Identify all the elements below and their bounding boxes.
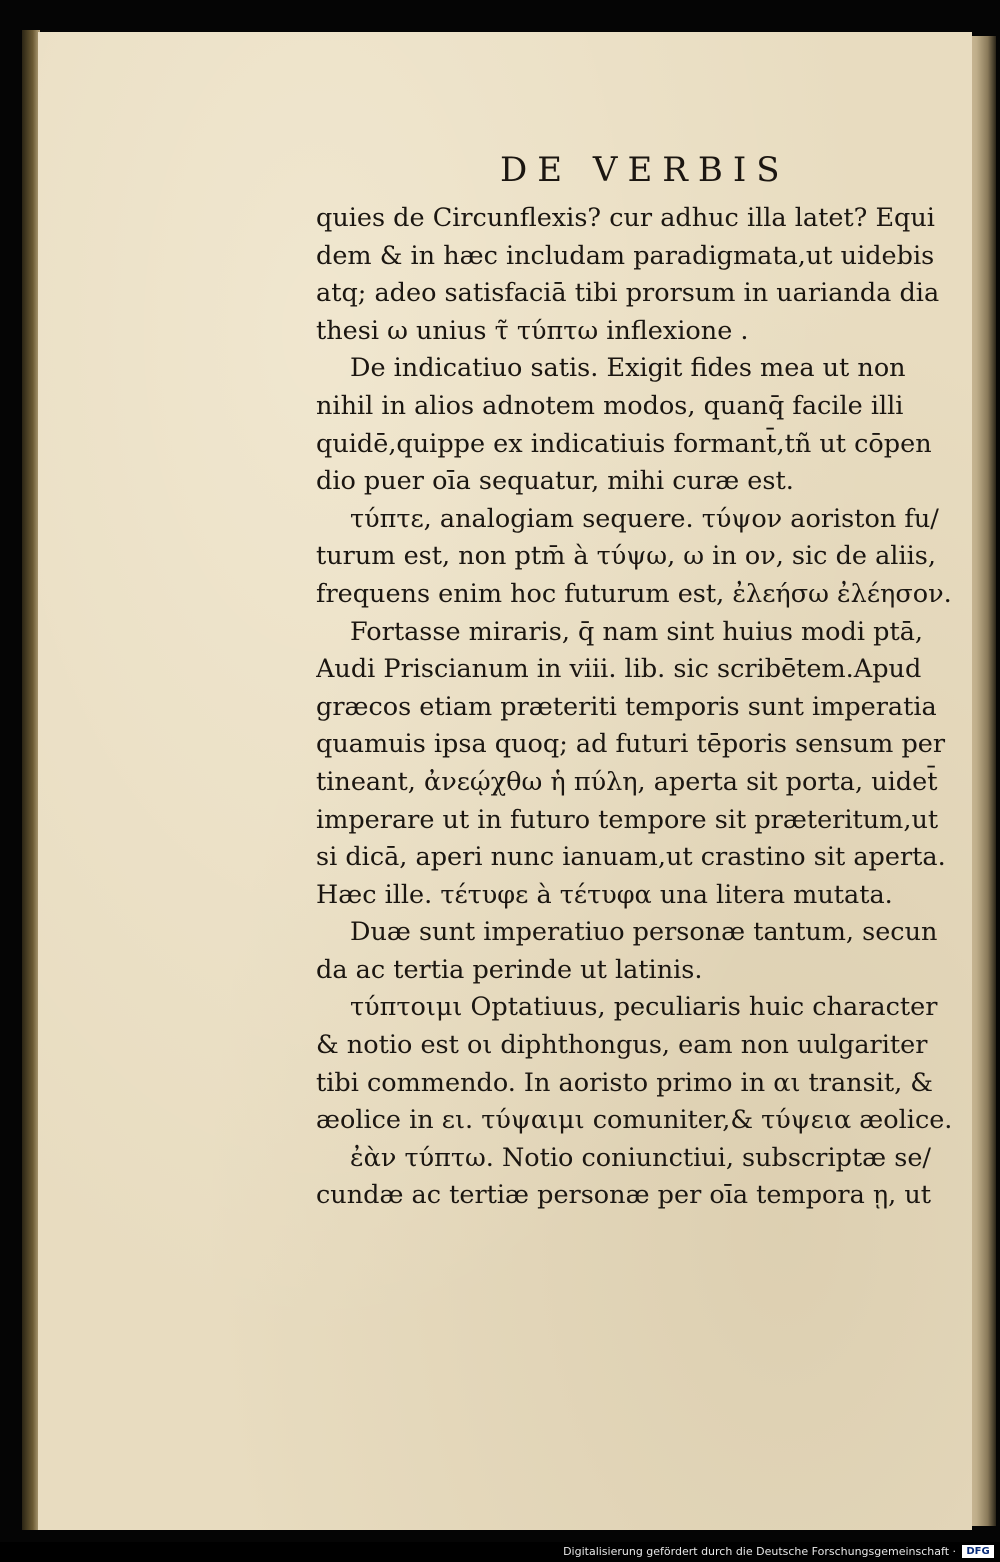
text-line: τύπτοιμι Optatiuus, peculiaris huic character bbox=[350, 992, 938, 1023]
text-line: græcos etiam præteriti temporis sunt imperatia bbox=[316, 691, 937, 722]
text-line: quidē,quippe ex indicatiuis formant̄,tñ ut cōpen bbox=[316, 428, 932, 459]
text-line: nihil in alios adnotem modos, quanq̄ facile illi bbox=[316, 390, 904, 421]
text-line: Hæc ille. τέτυφε à τέτυφα una litera mutata. bbox=[316, 879, 893, 910]
text-line: quies de Circunflexis? cur adhuc illa latet? Equi bbox=[316, 203, 935, 233]
text-line: Audi Priscianum in viii. lib. sic scribētem.Apud bbox=[316, 654, 922, 685]
footer-credit: Digitalisierung gefördert durch die Deutsche Forschungsgemeinschaft · bbox=[563, 1545, 956, 1558]
text-line: tineant, ἀνεῴχθω ἡ πύλη, aperta sit porta, uidet̄ bbox=[316, 766, 938, 797]
text-line: atq; adeo satisfaciā tibi prorsum in uarianda dia bbox=[316, 278, 940, 309]
text-line: quamuis ipsa quoq; ad futuri tēporis sensum per bbox=[316, 729, 946, 760]
text-line: frequens enim hoc futurum est, ἐλεήσω ἐλέησον. bbox=[316, 578, 952, 609]
text-line: dio puer oīa sequatur, mihi curæ est. bbox=[316, 466, 794, 497]
text-line: tibi commendo. In aoristo primo in αι transit, & bbox=[316, 1067, 934, 1098]
text-line: imperare ut in futuro tempore sit præteritum,ut bbox=[316, 804, 939, 835]
text-line: da ac tertia perinde ut latinis. bbox=[316, 954, 703, 985]
text-line: & notio est οι diphthongus, eam non uulgariter bbox=[316, 1030, 928, 1061]
text-line: Duæ sunt imperatiuo personæ tantum, secun bbox=[350, 917, 938, 948]
text-line: Fortasse miraris, q̄ nam sint huius modi ptā, bbox=[350, 616, 924, 647]
text-line: thesi ω unius τ̃ τύπτω inflexione . bbox=[316, 315, 749, 346]
page-fore-edge bbox=[968, 36, 996, 1526]
text-line: τύπτε, analogiam sequere. τύψον aoriston fu/ bbox=[350, 503, 939, 534]
text-line: si dicā, aperi nunc ianuam,ut crastino sit aperta. bbox=[316, 842, 946, 873]
text-line: ἐὰν τύπτω. Notio coniunctiui, subscriptæ se/ bbox=[350, 1142, 932, 1173]
text-line: De indicatiuo satis. Exigit fides mea ut non bbox=[350, 353, 906, 384]
text-line: dem & in hæc includam paradigmata,ut uidebis bbox=[316, 240, 935, 271]
dfg-logo: DFG bbox=[962, 1545, 994, 1558]
text-line: æolice in ει. τύψαιμι comuniter,& τύψεια æolice. bbox=[316, 1105, 953, 1136]
running-head: DE VERBIS bbox=[500, 150, 790, 190]
text-line: cundæ ac tertiæ personæ per oīa tempora ῃ, ut bbox=[316, 1180, 932, 1211]
text-line: turum est, non ptm̄ à τύψω, ω in ον, sic de aliis, bbox=[316, 541, 936, 572]
text-block bbox=[316, 200, 956, 1215]
